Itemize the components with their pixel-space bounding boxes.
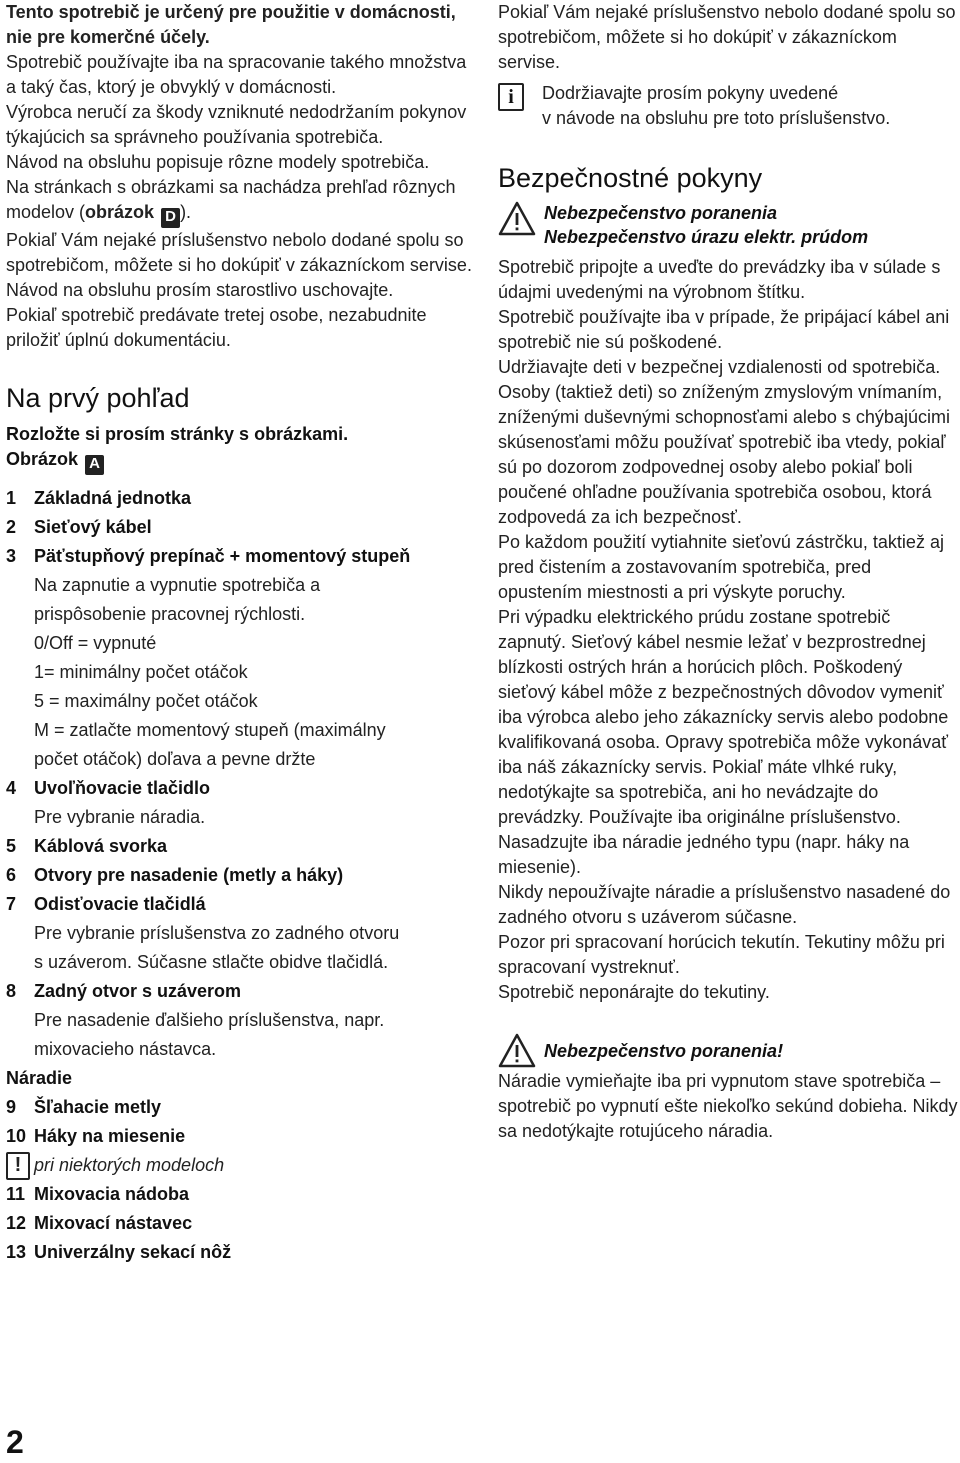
safety-paragraph: Spotrebič neponárajte do tekutiny. xyxy=(498,982,770,1002)
info-line: v návode na obsluhu pre toto príslušenstvo. xyxy=(542,108,891,128)
warning-triangle-icon xyxy=(498,201,536,237)
list-item xyxy=(6,832,472,861)
item-title: Zadný otvor s uzáverom xyxy=(34,981,242,1001)
accessories-paragraph: Pokiaľ Vám nejaké príslušenstvo nebolo dodané spolu so spotrebičom, môžete si ho dokúpiť v zákazníckom servise. xyxy=(498,2,956,72)
item-description: 0/Off = vypnuté xyxy=(34,633,157,653)
safety-paragraph: Po každom použití vytiahnite sieťovú zástrčku, taktiež aj pred čistením a zostavovaním spotrebiča, pred opustením miestnosti a pri výskyte poruchy. xyxy=(498,532,944,602)
pictures-note-end: ). xyxy=(180,202,192,222)
safety-paragraph: Pozor pri spracovaní horúcich tekutín. Tekutiny môžu pri spracovaní vystreknuť. xyxy=(498,932,945,977)
left-column xyxy=(6,0,472,1267)
item-title: Otvory pre nasadenie (metly a háky) xyxy=(34,865,344,885)
page-number: 2 xyxy=(6,1424,24,1460)
item-description: počet otáčok) doľava a pevne držte xyxy=(34,749,316,769)
list-item xyxy=(6,861,472,890)
item-description: Pre nasadenie ďalšieho príslušenstva, napr. xyxy=(34,1010,385,1030)
item-description: mixovacieho nástavca. xyxy=(34,1039,217,1059)
item-title: Mixovací nástavec xyxy=(34,1213,193,1233)
item-title: Päťstupňový prepínač + momentový stupeň xyxy=(34,546,411,566)
list-item xyxy=(6,1238,472,1267)
item-description: s uzáverom. Súčasne stlačte obidve tlačidlá. xyxy=(34,952,389,972)
figure-label-text: Obrázok xyxy=(6,449,79,469)
list-item xyxy=(6,484,472,513)
intro-paragraph: Tento spotrebič je určený pre použitie v domácnosti, nie pre komerčné účely. xyxy=(6,2,456,47)
info-line: Dodržiavajte prosím pokyny uvedené xyxy=(542,83,839,103)
list-item xyxy=(6,1209,472,1238)
item-number: 3 xyxy=(6,546,17,566)
safety-text xyxy=(498,255,958,1005)
section-heading-safety: Bezpečnostné pokyny xyxy=(498,163,763,193)
figure-a-badge: A xyxy=(85,455,104,475)
list-item xyxy=(6,890,472,919)
item-number: 12 xyxy=(6,1213,27,1233)
tools-paragraph: Náradie vymieňajte iba pri vypnutom stave spotrebiča – spotrebič po vypnutí ešte niekoľko sekúnd dobieha. Nikdy sa nedotýkajte rotujúceho náradia. xyxy=(498,1071,958,1141)
list-item xyxy=(6,1093,472,1122)
info-text xyxy=(542,81,890,131)
pictures-note xyxy=(6,175,472,228)
exclamation-icon: ! xyxy=(6,1152,30,1180)
item-number: 1 xyxy=(6,488,17,508)
item-number: 10 xyxy=(6,1126,27,1146)
intro-paragraph: Výrobca neručí za škody vzniknuté nedodržaním pokynov týkajúcich sa správneho používania spotrebiča. xyxy=(6,102,467,147)
warning-line: Nebezpečenstvo úrazu elektr. prúdom xyxy=(544,227,869,247)
some-models-note xyxy=(6,1151,472,1180)
item-title: Káblová svorka xyxy=(34,836,168,856)
warning-line: Nebezpečenstvo poranenia xyxy=(544,203,778,223)
info-note xyxy=(498,81,958,131)
list-item xyxy=(6,1122,472,1151)
item-title: Uvoľňovacie tlačidlo xyxy=(34,778,210,798)
item-title: Šľahacie metly xyxy=(34,1097,162,1117)
intro-paragraph: Návod na obsluhu popisuje rôzne modely spotrebiča. xyxy=(6,152,430,172)
item-title: Háky na miesenie xyxy=(34,1126,186,1146)
safety-paragraph: Spotrebič používajte iba v prípade, že pripájací kábel ani spotrebič nie sú poškodené. xyxy=(498,307,950,352)
intro-paragraph: Spotrebič používajte iba na spracovanie takého množstva a taký čas, ktorý je obvyklý v domácnosti. xyxy=(6,52,467,97)
some-models-text: pri niektorých modeloch xyxy=(34,1155,225,1175)
item-description: Pre vybranie príslušenstva zo zadného otvoru xyxy=(34,923,400,943)
item-number: 8 xyxy=(6,981,17,1001)
intro-paragraph: Pokiaľ spotrebič predávate tretej osobe, nezabudnite priložiť úplnú dokumentáciu. xyxy=(6,305,427,350)
list-item xyxy=(6,1180,472,1209)
item-description: Pre vybranie náradia. xyxy=(34,807,206,827)
item-title: Sieťový kábel xyxy=(34,517,152,537)
item-number: 9 xyxy=(6,1097,17,1117)
item-number: 4 xyxy=(6,778,17,798)
warning-injury xyxy=(498,1033,958,1069)
item-description: Na zapnutie a vypnutie spotrebiča a xyxy=(34,575,321,595)
section-heading-overview: Na prvý pohľad xyxy=(6,383,190,413)
pictures-note-text: Na stránkach s obrázkami sa nachádza prehľad rôznych modelov ( xyxy=(6,177,456,222)
item-number: 2 xyxy=(6,517,17,537)
item-title: Univerzálny sekací nôž xyxy=(34,1242,232,1262)
warning-text xyxy=(544,201,868,249)
info-icon: i xyxy=(498,83,524,111)
safety-paragraph: Pri výpadku elektrického prúdu zostane spotrebič zapnutý. Sieťový kábel nesmie ležať v bezprostrednej blízkosti ostrých hrán a horúcich plôch. Poškodený sieťový kábel môže z bezpečnostných dôvodov vymeniť iba výrobca alebo jeho zákaznícky servis alebo podobne kvalifikovaná osoba. Opravy spotrebiča môže vykonávať iba náš zákaznícky servis. Pokiaľ máte vlhké ruky, nedotýkajte sa spotrebiča, ani ho nevádzajte do prevádzky. Používajte iba originálne príslušenstvo. Nasadzujte iba náradie jedného typu (napr. háky na miesenie). xyxy=(498,607,949,877)
tools-label: Náradie xyxy=(6,1068,73,1088)
item-title: Mixovacia nádoba xyxy=(34,1184,190,1204)
intro-paragraph: Pokiaľ Vám nejaké príslušenstvo nebolo dodané spolu so spotrebičom, môžete si ho dokúpiť v zákazníckom servise. xyxy=(6,230,472,275)
right-column xyxy=(498,0,958,1144)
list-item xyxy=(6,542,472,571)
item-description: prispôsobenie pracovnej rýchlosti. xyxy=(34,604,306,624)
item-number: 11 xyxy=(6,1184,26,1204)
warning-injury-electric xyxy=(498,201,958,249)
safety-paragraph: Nikdy nepoužívajte náradie a príslušenstvo nasadené do zadného otvoru s uzáverom súčasne. xyxy=(498,882,951,927)
figure-label xyxy=(6,447,472,475)
unfold-instruction: Rozložte si prosím stránky s obrázkami. xyxy=(6,424,349,444)
figure-d-badge: D xyxy=(161,208,180,228)
item-number: 5 xyxy=(6,836,17,856)
list-item xyxy=(6,513,472,542)
item-number: 6 xyxy=(6,865,17,885)
list-item xyxy=(6,774,472,803)
intro-paragraph: Návod na obsluhu prosím starostlivo uschovajte. xyxy=(6,280,394,300)
item-title: Odisťovacie tlačidlá xyxy=(34,894,206,914)
warning-triangle-icon xyxy=(498,1033,536,1069)
item-description: 5 = maximálny počet otáčok xyxy=(34,691,258,711)
item-description: M = zatlačte momentový stupeň (maximálny xyxy=(34,720,386,740)
item-number: 13 xyxy=(6,1242,27,1262)
item-title: Základná jednotka xyxy=(34,488,192,508)
safety-paragraph: Udržiavajte deti v bezpečnej vzdialenosti od spotrebiča. Osoby (taktiež deti) so zníženým zmyslovým vnímaním, zníženými duševnými schopnosťami alebo s chýbajúcimi skúsenosťami môžu používať spotrebič iba vtedy, pokiaľ sú po dozorom zodpovednej osoby alebo pokiaľ boli poučené ohľadne používania spotrebiča osobou, ktorá zodpovedá za ich bezpečnosť. xyxy=(498,357,950,527)
warning-text: Nebezpečenstvo poranenia! xyxy=(544,1041,784,1061)
item-number: 7 xyxy=(6,894,17,914)
pictures-note-bold: obrázok xyxy=(85,202,155,222)
item-description: 1= minimálny počet otáčok xyxy=(34,662,248,682)
list-item xyxy=(6,977,472,1006)
parts-list xyxy=(6,484,472,1267)
safety-paragraph: Spotrebič pripojte a uveďte do prevádzky iba v súlade s údajmi uvedenými na výrobnom štítku. xyxy=(498,257,941,302)
